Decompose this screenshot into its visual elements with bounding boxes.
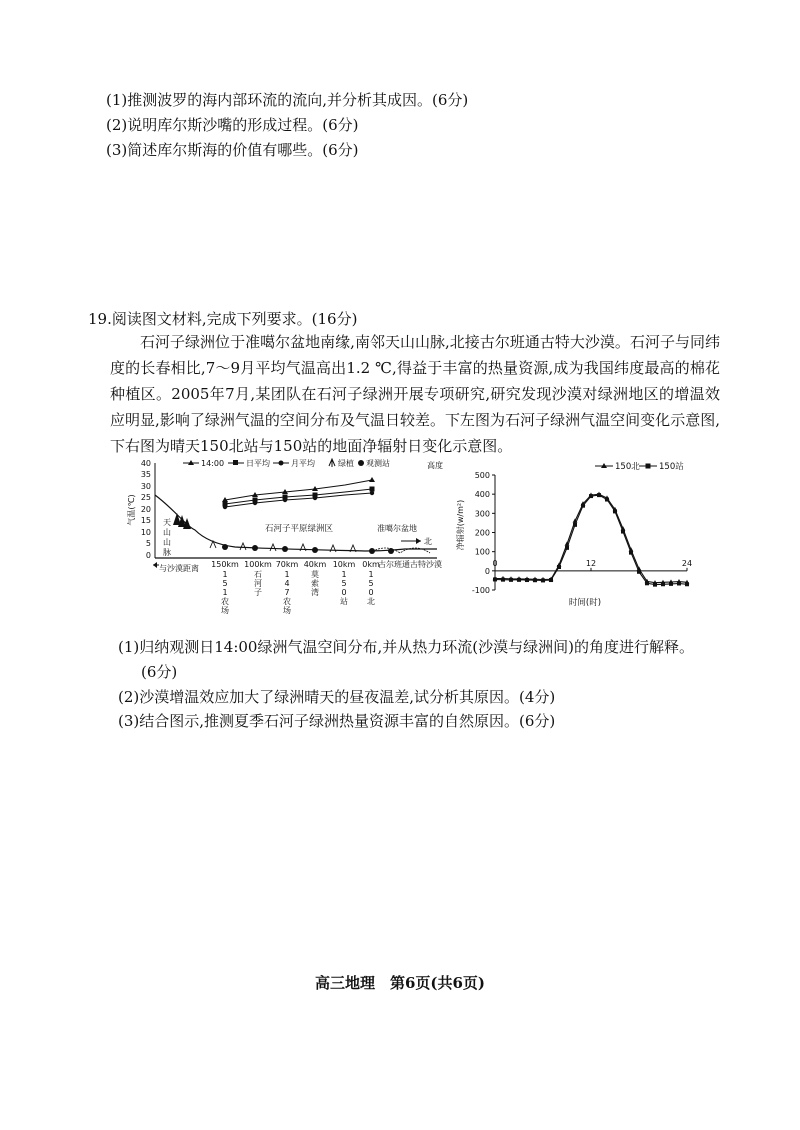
series-point-150-station (661, 582, 665, 586)
series-point-150-station (645, 581, 649, 585)
station-char: 5 (341, 579, 347, 588)
right-legend (595, 461, 684, 472)
right-xtick-label: 24 (681, 558, 693, 568)
left-ytick: 40 (140, 459, 151, 468)
left-y-axis-label: 气温(℃) (127, 494, 136, 526)
q19-question-1-score: (6分) (141, 663, 178, 681)
series-point-150-station (589, 494, 593, 498)
series-point-150-station (509, 578, 513, 582)
left-ytick: 15 (140, 516, 151, 525)
station-char: 4 (284, 579, 290, 588)
legend-station: 观测站 (366, 459, 390, 468)
station-km: 40km (303, 560, 327, 569)
left-ytick: 0 (145, 551, 151, 560)
right-y-axis-label: 净辐射(w/m²) (456, 499, 465, 551)
station-km: 70km (275, 560, 299, 569)
series-point-150-station (533, 578, 537, 582)
series-point-150-station (525, 578, 529, 582)
station-labels (211, 560, 380, 615)
series-point-150-station (517, 578, 521, 582)
left-ytick: 10 (140, 528, 151, 537)
desert-label: 古尔班通古特沙漠 (378, 560, 442, 569)
series-point-150-station (549, 578, 553, 582)
prev-question-2: (2)说明库尔斯沙嘴的形成过程。(6分) (106, 116, 359, 134)
series-point-150-station (613, 509, 617, 513)
series-point-150-station (653, 583, 657, 587)
series-point-150-station (677, 581, 681, 585)
station-char: 5 (368, 579, 374, 588)
distance-label: 与沙漠距离 (159, 564, 199, 573)
right-xtick-label: 12 (585, 558, 597, 568)
station-char: 5 (222, 579, 228, 588)
station-km: 100km (244, 560, 272, 569)
legend-series-150-station: 150站 (659, 462, 684, 472)
right-ytick-label: 500 (474, 471, 490, 480)
prev-question-3: (3)简述库尔斯海的价值有哪些。(6分) (106, 141, 359, 159)
prev-question-1: (1)推测波罗的海内部环流的流向,并分析其成因。(6分) (106, 91, 469, 109)
station-km: 0km (362, 560, 380, 569)
right-ytick-label: 200 (474, 528, 490, 538)
series-point-150-station (597, 493, 601, 497)
legend-monthly: 月平均 (291, 459, 315, 468)
series-point-150-station (493, 577, 497, 581)
q19-question-3: (3)结合图示,推测夏季石河子绿洲热量资源丰富的自然原因。(6分) (118, 712, 556, 730)
right-ytick-label: 0 (484, 566, 490, 576)
left-ytick: 25 (140, 493, 151, 502)
series-point-150-station (565, 546, 569, 550)
station-char: 索 (311, 579, 319, 588)
station-char: 场 (283, 606, 291, 615)
legend-1400: 14:00 (201, 459, 225, 468)
station-char: 1 (222, 570, 228, 579)
station-char: 7 (284, 588, 290, 597)
left-y-ticks (141, 459, 151, 560)
temp-lines (225, 480, 372, 507)
right-ytick-label: 100 (474, 547, 490, 557)
right-xtick-label: 0 (492, 558, 498, 568)
station-char: 站 (340, 597, 348, 606)
station-char: 1 (341, 570, 347, 579)
right-ytick-label: -100 (471, 586, 490, 595)
mountain-label-3: 山 (163, 538, 171, 547)
series-point-150-station (541, 578, 545, 582)
legend-series-150-north: 150北 (615, 462, 640, 472)
legend-vegetation: 绿植 (338, 459, 354, 468)
station-char: 0 (368, 588, 374, 597)
right-ytick-label: 300 (474, 509, 490, 519)
basin-label: 准噶尔盆地 (377, 524, 417, 533)
station-char: 1 (284, 570, 290, 579)
q19-question-2: (2)沙漠增温效应加大了绿洲晴天的昼夜温差,试分析其原因。(4分) (118, 688, 556, 706)
station-char: 北 (367, 597, 375, 606)
series-point-150-station (581, 504, 585, 508)
station-char: 子 (254, 588, 262, 597)
left-figure-temperature-profile (125, 455, 445, 625)
page-footer: 高三地理 第6页(共6页) (314, 974, 486, 992)
q19-title: 19.阅读图文材料,完成下列要求。(16分) (88, 310, 358, 328)
station-char: 石 (254, 570, 262, 579)
mountain-label-2: 山 (163, 528, 171, 537)
left-ytick: 35 (140, 470, 151, 479)
plain-label: 石河子平原绿洲区 (265, 524, 334, 534)
station-char: 农 (283, 597, 291, 606)
series-point-150-station (669, 582, 673, 586)
station-char: 1 (222, 588, 228, 597)
legend-daily: 日平均 (246, 459, 270, 468)
mountain-vegetation (173, 513, 191, 529)
series-point-150-station (557, 565, 561, 569)
station-km: 10km (332, 560, 356, 569)
q19-material: 石河子绿洲位于准噶尔盆地南缘,南邻天山山脉,北接古尔班通古特大沙漠。石河子与同纬度的长春相比,7～9月平均气温高出1.2 ℃,得益于丰富的热量资源,成为我国纬度最高的棉花种植区。2005年7月,某团队在石河子绿洲开展专项研究,研究发现沙漠对绿洲地区的增温效应明显,影响了绿洲气温的空间分布及气温日较差。下左图为石河子绿洲气温空间变化示意图,下右图为晴天150北站与150站的地面净辐射日变化示意图。 (110, 333, 720, 455)
right-ytick-label: 400 (474, 490, 490, 500)
station-char: 农 (221, 597, 229, 606)
station-char: 莫 (311, 570, 319, 579)
station-char: 场 (221, 606, 229, 615)
left-ytick: 5 (145, 539, 151, 548)
mountain-label-1: 天 (163, 518, 171, 527)
series-point-150-station (573, 523, 577, 527)
height-label: 高度 (427, 461, 443, 470)
left-legend (183, 458, 390, 468)
series-point-150-station (501, 578, 505, 582)
left-ytick: 30 (140, 482, 151, 491)
station-char: 1 (368, 570, 374, 579)
q19-question-1: (1)归纳观测日14:00绿洲气温空间分布,并从热力环流(沙漠与绿洲间)的角度进行解释。 (118, 638, 694, 656)
station-char: 河 (254, 579, 262, 588)
series-point-150-station (685, 582, 689, 586)
right-x-axis-label: 时间(时) (568, 598, 602, 608)
north-label: 北 (424, 537, 432, 546)
station-char: 0 (341, 588, 347, 597)
series-point-150-station (621, 530, 625, 534)
mountain-label-4: 脉 (163, 548, 171, 557)
series-point-150-station (629, 551, 633, 555)
left-ytick: 20 (140, 505, 151, 514)
right-figure-net-radiation-chart (455, 455, 705, 615)
station-km: 150km (211, 560, 239, 569)
station-char: 湾 (311, 588, 319, 597)
series-point-150-station (637, 570, 641, 574)
series-point-150-station (605, 498, 609, 502)
